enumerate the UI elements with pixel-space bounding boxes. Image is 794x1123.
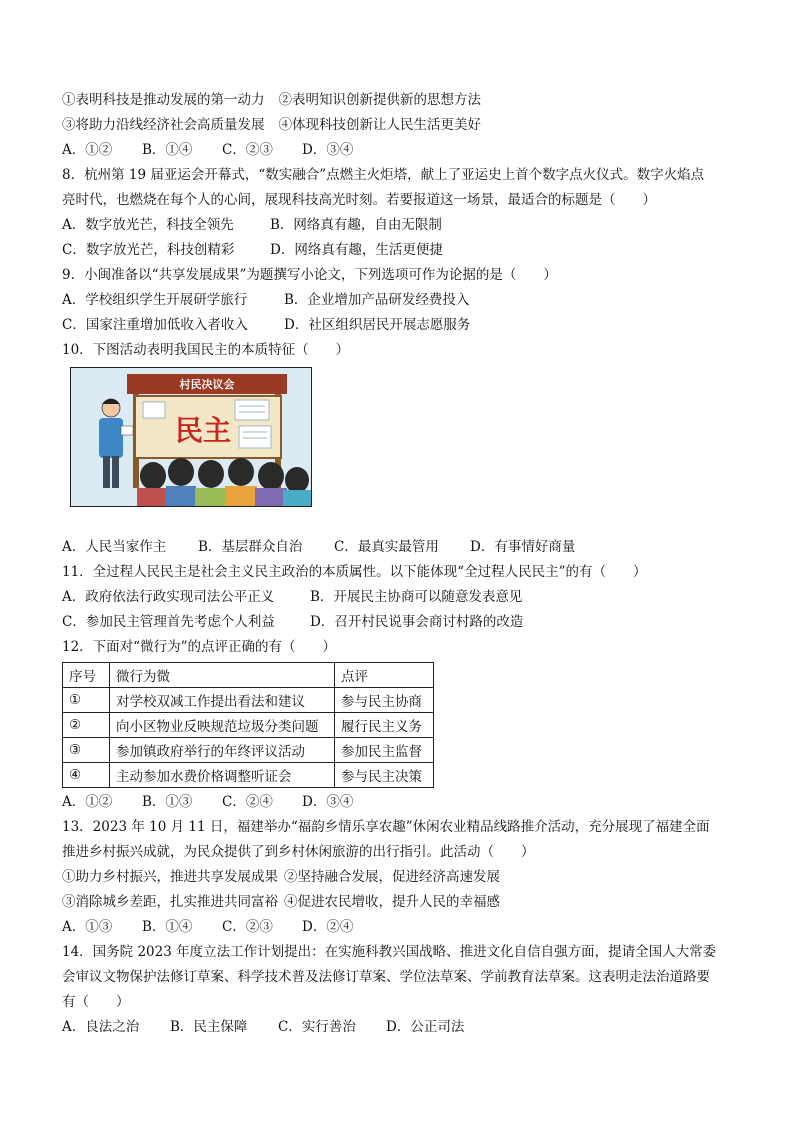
q11-choice-d: D．召开村民说事会商讨村路的改造 (310, 614, 524, 630)
q9-stem: 9．小闽准备以“共享发展成果”为题撰写小论文，下列选项可作为论据的是（ ） (62, 267, 557, 283)
q13-options-row-1 (62, 865, 742, 890)
row-index: ② (63, 713, 110, 738)
row-comment: 参加民主监督 (335, 738, 434, 763)
village-meeting-illustration (71, 368, 311, 506)
q9-choice-b: B．企业增加产品研发经费投入 (284, 292, 470, 308)
row-behavior: 对学校双减工作提出看法和建议 (110, 688, 335, 713)
q7-statement-1: ①表明科技是推动发展的第一动力 (62, 92, 265, 108)
q8-choices-row-1 (62, 213, 742, 238)
row-comment: 履行民主义务 (335, 713, 434, 738)
row-index: ③ (63, 738, 110, 763)
table-header-row (63, 663, 434, 688)
q10-choice-d: D．有事情好商量 (470, 539, 576, 555)
q8-choices-row-2 (62, 238, 742, 263)
exam-page (62, 88, 742, 1040)
q7-statement-2: ②表明知识创新提供新的思想方法 (278, 92, 481, 108)
q14-choice-d: D．公正司法 (386, 1019, 465, 1035)
q13-options-row-2 (62, 890, 742, 915)
q11-choices-row-1 (62, 585, 742, 610)
q7-options-row-2 (62, 113, 742, 138)
q9-choices-row-1 (62, 288, 742, 313)
q12-choices (62, 790, 742, 815)
q8-choice-a: A．数字放光芒，科技全领先 (62, 217, 234, 233)
q12-choice-c: C．②④ (222, 794, 273, 810)
q13-choice-d: D．②④ (302, 919, 354, 935)
row-index: ④ (63, 763, 110, 788)
table-row (63, 763, 434, 788)
header-cell-comment: 点评 (335, 663, 434, 688)
q8-stem-line-2: 亮时代，也燃烧在每个人的心间，展现科技高光时刻。若要报道这一场景，最适合的标题是（ ） (62, 192, 656, 208)
q13-choice-c: C．②③ (222, 919, 273, 935)
row-behavior: 参加镇政府举行的年终评议活动 (110, 738, 335, 763)
q7-choices (62, 138, 742, 163)
header-cell-behavior: 微行为微 (110, 663, 335, 688)
q7-statement-3: ③将助力沿线经济社会高质量发展 (62, 117, 265, 133)
q13-statement-2: ②坚持融合发展，促进经济高速发展 (284, 869, 500, 885)
q13-statement-1: ①助力乡村振兴，推进共享发展成果 (62, 869, 278, 885)
q12-choice-b: B．①③ (142, 794, 193, 810)
q8-choice-b: B．网络真有趣，自由无限制 (270, 217, 442, 233)
row-index: ① (63, 688, 110, 713)
q10-choice-b: B．基层群众自治 (198, 539, 303, 555)
q8-choice-d: D．网络真有趣，生活更便捷 (270, 242, 443, 258)
q9-choice-c: C．国家注重增加低收入者收入 (62, 317, 248, 333)
q13-choice-b: B．①④ (142, 919, 193, 935)
q7-choice-a: A．①② (62, 142, 113, 158)
table-row (63, 688, 434, 713)
row-comment: 参与民主决策 (335, 763, 434, 788)
q14-choice-a: A．良法之治 (62, 1019, 140, 1035)
q13-statement-4: ④促进农民增收，提升人民的幸福感 (284, 894, 500, 910)
q13-stem-line-1: 13．2023 年 10 月 11 日，福建举办“福韵乡情乐享农趣”休闲农业精品线路推介活动，充分展现了福建全面 (62, 819, 710, 835)
q10-illustration (70, 367, 312, 507)
q7-statement-4: ④体现科技创新让人民生活更美好 (278, 117, 481, 133)
q9-choice-a: A．学校组织学生开展研学旅行 (62, 292, 248, 308)
q9-choice-d: D．社区组织居民开展志愿服务 (284, 317, 471, 333)
q7-options-row-1 (62, 88, 742, 113)
q11-choice-a: A．政府依法行政实现司法公平正义 (62, 589, 275, 605)
q14-stem-line-3: 有（ ） (62, 994, 130, 1010)
q11-choice-b: B．开展民主协商可以随意发表意见 (310, 589, 523, 605)
row-comment: 参与民主协商 (335, 688, 434, 713)
q12-table (62, 662, 434, 788)
q8-stem-line-1: 8．杭州第 19 届亚运会开幕式，“数实融合”点燃主火炬塔，献上了亚运史上首个数字点火仪式。数字火焰点 (62, 167, 705, 183)
table-row (63, 713, 434, 738)
q9-choices-row-2 (62, 313, 742, 338)
q8-choice-c: C．数字放光芒，科技创精彩 (62, 242, 235, 258)
q14-stem-line-1: 14．国务院 2023 年度立法工作计划提出：在实施科教兴国战略、推进文化自信自强方面，提请全国人大常委 (62, 944, 717, 960)
q7-choice-b: B．①④ (142, 142, 193, 158)
q11-choice-c: C．参加民主管理首先考虑个人利益 (62, 614, 275, 630)
q14-choice-c: C．实行善治 (278, 1019, 356, 1035)
q10-choice-a: A．人民当家作主 (62, 539, 167, 555)
q12-choice-a: A．①② (62, 794, 113, 810)
q12-stem: 12．下面对“微行为”的点评正确的有（ ） (62, 639, 336, 655)
q10-choice-c: C．最真实最管用 (334, 539, 439, 555)
q11-choices-row-2 (62, 610, 742, 635)
board-text: 民主 (174, 414, 232, 447)
q13-stem-line-2: 推进乡村振兴成就，为民众提供了到乡村休闲旅游的出行指引。此活动（ ） (62, 844, 535, 860)
header-cell-index: 序号 (63, 663, 110, 688)
q10-figure-wrap (62, 363, 742, 535)
q14-stem-line-2: 会审议文物保护法修订草案、科学技术普及法修订草案、学位法草案、学前教育法草案。这表明走法治道路要 (62, 969, 710, 985)
q13-choices (62, 915, 742, 940)
q14-choice-b: B．民主保障 (170, 1019, 248, 1035)
q12-choice-d: D．③④ (302, 794, 354, 810)
banner-text: 村民决议会 (179, 378, 235, 391)
table-row (63, 738, 434, 763)
q13-choice-a: A．①③ (62, 919, 113, 935)
row-behavior: 主动参加水费价格调整听证会 (110, 763, 335, 788)
q14-choices (62, 1015, 742, 1040)
q7-choice-c: C．②③ (222, 142, 273, 158)
q13-statement-3: ③消除城乡差距，扎实推进共同富裕 (62, 894, 278, 910)
q7-choice-d: D．③④ (302, 142, 354, 158)
q11-stem: 11．全过程人民民主是社会主义民主政治的本质属性。以下能体现“全过程人民民主”的有（ ） (62, 564, 647, 580)
row-behavior: 向小区物业反映规范垃圾分类问题 (110, 713, 335, 738)
q10-choices (62, 535, 742, 560)
q10-stem: 10．下图活动表明我国民主的本质特征（ ） (62, 342, 350, 358)
